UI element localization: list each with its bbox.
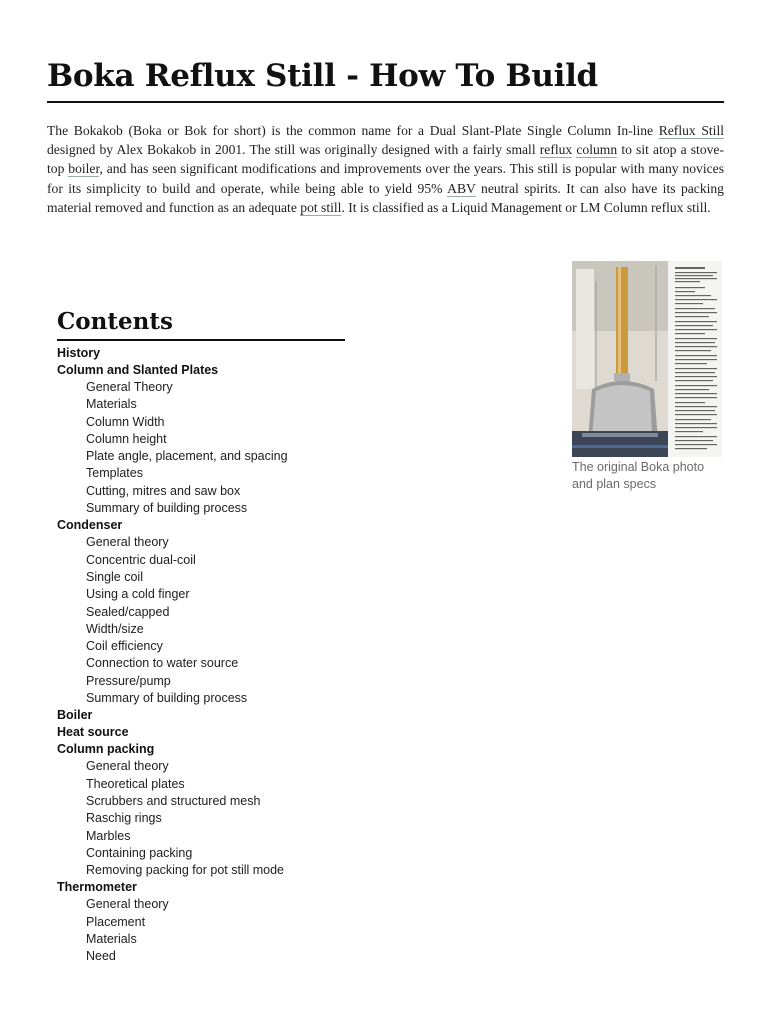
inline-link[interactable]: boiler bbox=[68, 161, 100, 177]
intro-paragraph bbox=[47, 121, 724, 217]
article-figure bbox=[572, 261, 722, 492]
toc-section bbox=[57, 345, 345, 362]
toc-subsection-link[interactable]: Scrubbers and structured mesh bbox=[86, 793, 261, 808]
toc-subsection-link[interactable]: Templates bbox=[86, 466, 143, 481]
toc-subsection-link[interactable]: Sealed/capped bbox=[86, 604, 170, 619]
toc-subsection-link[interactable]: Using a cold finger bbox=[86, 587, 190, 602]
toc-subsection-link[interactable]: Coil efficiency bbox=[86, 639, 163, 654]
intro-text: neutral spirits. It can also have its packing material removed and function as an adequate bbox=[47, 180, 724, 215]
toc-subsection-link[interactable]: Materials bbox=[86, 397, 137, 412]
intro-text: . It is classified as a Liquid Management or LM Column reflux still. bbox=[341, 199, 711, 215]
toc-subsection-link[interactable]: General theory bbox=[86, 759, 169, 774]
toc-section-link[interactable]: Heat source bbox=[57, 725, 129, 740]
toc-subsection-list bbox=[57, 534, 345, 707]
toc-subsection-link[interactable]: Cutting, mitres and saw box bbox=[86, 483, 241, 498]
toc-subsection-link[interactable]: Raschig rings bbox=[86, 811, 162, 826]
toc-subsection-link[interactable]: Column Width bbox=[86, 414, 165, 429]
toc-subsection-link[interactable]: Marbles bbox=[86, 828, 131, 843]
toc-section bbox=[57, 879, 345, 965]
boka-still-photo[interactable] bbox=[572, 261, 722, 457]
toc-section-link[interactable]: History bbox=[57, 346, 101, 360]
toc-section-link[interactable]: Column and Slanted Plates bbox=[57, 363, 219, 377]
toc-subsection-link[interactable]: General theory bbox=[86, 535, 169, 550]
inline-link[interactable]: column bbox=[576, 142, 618, 158]
figure-caption: The original Boka photo and plan specs bbox=[572, 460, 705, 491]
toc-subsection-link[interactable]: Single coil bbox=[86, 569, 143, 584]
toc-subsection-link[interactable]: Materials bbox=[86, 932, 137, 947]
toc-section bbox=[57, 517, 345, 707]
inline-link[interactable]: ABV bbox=[447, 180, 476, 196]
toc-subsection-list bbox=[57, 379, 345, 517]
toc-section-link[interactable]: Thermometer bbox=[57, 880, 137, 895]
toc-subsection-link[interactable]: Concentric dual-coil bbox=[86, 552, 196, 567]
toc-section bbox=[57, 741, 345, 879]
toc-subsection-link[interactable]: Need bbox=[86, 949, 116, 964]
toc-list bbox=[57, 345, 345, 966]
toc-section bbox=[57, 362, 345, 517]
page-title: Boka Reflux Still - How To Build bbox=[47, 58, 598, 94]
table-of-contents bbox=[57, 308, 345, 966]
intro-text: The Bokakob (Boka or Bok for short) is the common name for a Dual Slant-Plate Single Column In-line bbox=[47, 123, 659, 138]
intro-text: to sit atop a stove-top bbox=[47, 142, 724, 177]
intro-text: , and has seen significant modifications and improvements over the years. This still is popular with many novices for its simplicity to build and operate, while being able to yield 95% bbox=[47, 161, 724, 196]
title-divider bbox=[47, 101, 724, 103]
toc-subsection-list bbox=[57, 896, 345, 965]
inline-link[interactable]: reflux bbox=[539, 142, 573, 158]
toc-section bbox=[57, 707, 345, 724]
toc-subsection-link[interactable]: Theoretical plates bbox=[86, 776, 185, 791]
toc-subsection-link[interactable]: Column height bbox=[86, 431, 167, 446]
toc-subsection-link[interactable]: Summary of building process bbox=[86, 501, 248, 516]
intro-text: designed by Alex Bokakob in 2001. The still was originally designed with a fairly small bbox=[47, 142, 540, 158]
toc-subsection-link[interactable]: Removing packing for pot still mode bbox=[86, 863, 285, 878]
toc-subsection-link[interactable]: Pressure/pump bbox=[86, 673, 171, 688]
toc-section-link[interactable]: Boiler bbox=[57, 708, 93, 723]
toc-subsection-link[interactable]: General Theory bbox=[86, 380, 173, 394]
toc-heading: Contents bbox=[57, 308, 173, 335]
toc-subsection-list bbox=[57, 758, 345, 879]
toc-section-link[interactable]: Condenser bbox=[57, 518, 123, 533]
toc-subsection-link[interactable]: Plate angle, placement, and spacing bbox=[86, 449, 288, 464]
inline-link[interactable]: pot still bbox=[300, 199, 342, 215]
toc-divider bbox=[57, 339, 345, 341]
toc-subsection-link[interactable]: Placement bbox=[86, 914, 146, 929]
toc-subsection-link[interactable]: Containing packing bbox=[86, 845, 193, 860]
toc-subsection-link[interactable]: Width/size bbox=[86, 621, 144, 636]
toc-section bbox=[57, 724, 345, 741]
toc-subsection-link[interactable]: Summary of building process bbox=[86, 691, 248, 706]
toc-subsection-link[interactable]: General theory bbox=[86, 897, 169, 912]
toc-subsection-link[interactable]: Connection to water source bbox=[86, 656, 239, 671]
inline-link[interactable]: Reflux Still bbox=[658, 123, 724, 138]
toc-section-link[interactable]: Column packing bbox=[57, 742, 155, 757]
